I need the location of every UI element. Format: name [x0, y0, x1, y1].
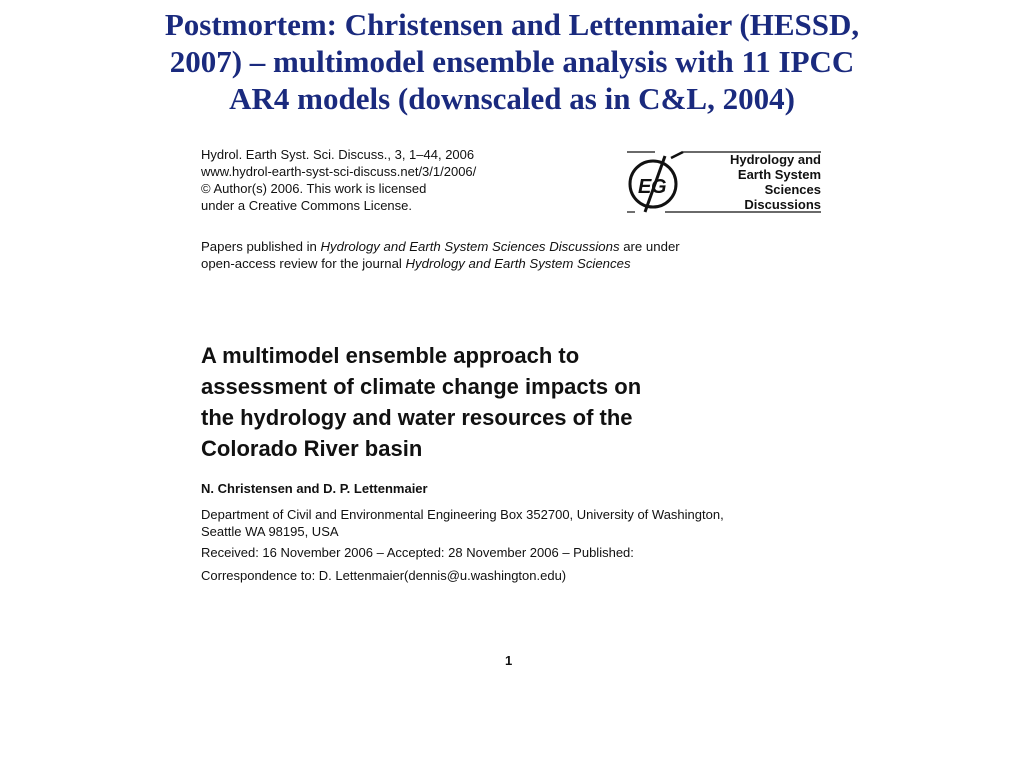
- received-dates: Received: 16 November 2006 – Accepted: 28 November 2006 – Published:: [201, 545, 634, 560]
- slide-title: [20, 6, 1004, 117]
- affiliation-line-1: Department of Civil and Environmental Engineering Box 352700, University of Washington,: [201, 507, 724, 522]
- paper-authors: N. Christensen and D. P. Lettenmaier: [201, 481, 428, 496]
- notice-line-1-prefix: Papers published in: [201, 239, 321, 254]
- open-access-notice: [201, 238, 680, 272]
- notice-journal-discussions: Hydrology and Earth System Sciences Discussions: [320, 239, 620, 254]
- paper-title: [201, 340, 641, 464]
- citation-line-1: Hydrol. Earth Syst. Sci. Discuss., 3, 1–44, 2006: [201, 147, 475, 162]
- paper-title-line-2: assessment of climate change impacts on: [201, 374, 642, 399]
- notice-line-1-suffix: are under: [619, 239, 680, 254]
- license-line: under a Creative Commons License.: [201, 198, 412, 213]
- citation-block: [201, 146, 476, 214]
- correspondence: Correspondence to: D. Lettenmaier(dennis@u.washington.edu): [201, 568, 567, 583]
- slide-title-line-1: Postmortem: Christensen and Lettenmaier (HESSD,: [164, 7, 860, 42]
- notice-line-2-prefix: open-access review for the journal: [201, 256, 406, 271]
- citation-url: www.hydrol-earth-syst-sci-discuss.net/3/1/2006/: [201, 164, 477, 179]
- svg-text:G: G: [651, 176, 667, 198]
- logo-line-1: Hydrology and: [729, 152, 821, 167]
- notice-line-2: [201, 255, 680, 272]
- journal-logo: [625, 148, 821, 214]
- page-number: 1: [505, 653, 513, 668]
- notice-line-1: [201, 238, 680, 255]
- affiliation-line-2: Seattle WA 98195, USA: [201, 524, 339, 539]
- notice-journal-main: Hydrology and Earth System Sciences: [405, 256, 631, 271]
- paper-title-line-4: Colorado River basin: [201, 436, 423, 461]
- logo-line-4: Discussions: [744, 197, 821, 212]
- slide-title-line-3: AR4 models (downscaled as in C&L, 2004): [229, 81, 795, 116]
- author-affiliation: [201, 506, 724, 540]
- slide-title-line-2: 2007) – multimodel ensemble analysis with 11 IPCC: [169, 44, 855, 79]
- logo-line-3: Sciences: [764, 182, 821, 197]
- svg-text:E: E: [638, 176, 652, 198]
- paper-title-line-1: A multimodel ensemble approach to: [201, 343, 580, 368]
- journal-logo-text: [730, 152, 821, 212]
- paper-title-line-3: the hydrology and water resources of the: [201, 405, 633, 430]
- copyright-line: © Author(s) 2006. This work is licensed: [201, 181, 427, 196]
- logo-line-2: Earth System: [737, 167, 821, 182]
